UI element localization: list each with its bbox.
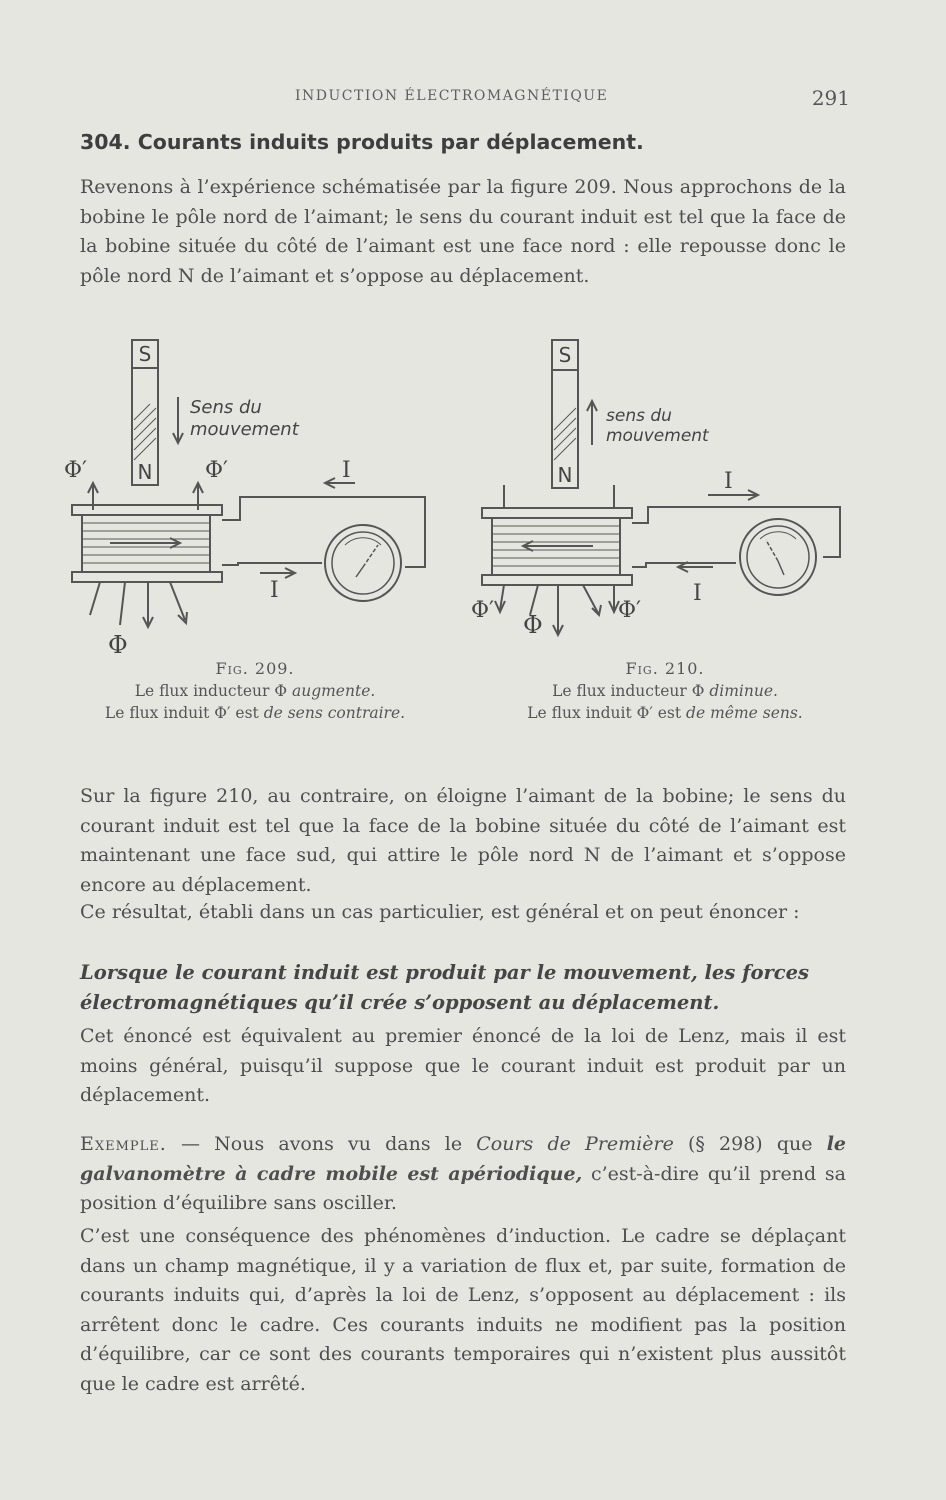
section-title: 304. Courants induits produits par déplacement. [80, 130, 644, 154]
phi-210: Φ [523, 611, 543, 639]
example-bold: le galvanomètre à cadre mobile est apériodique, [80, 1133, 846, 1185]
motion-label-1-210: sens du [606, 406, 672, 426]
caption-210 [490, 658, 840, 724]
phi-prime-right-209: Φ′ [205, 458, 229, 483]
paragraph-1: Revenons à l’expérience schématisée par la figure 209. Nous approchons de la bobine le pôle nord de l’aimant; le sens du courant induit est tel que la face de la bobine située du côté de l’aimant est une face nord : elle repousse donc le pôle nord N de l’aimant et s’oppose au déplacement. [80, 176, 846, 287]
current-bottom-209: I [270, 578, 279, 603]
paragraph-4: Cet énoncé est équivalent au premier énoncé de la loi de Lenz, mais il est moins général, puisqu’il suppose que le courant induit est produit par un déplacement. [80, 1025, 846, 1106]
running-title: INDUCTION ÉLECTROMAGNÉTIQUE [295, 88, 609, 104]
wire-bottom-209 [222, 563, 322, 565]
paragraph-6: C’est une conséquence des phénomènes d’induction. Le cadre se déplaçant dans un champ magnétique, il y a variation de flux et, par suite, formation de courants induits qui, d’après la loi de Lenz, s’opposent au déplacement : ils arrêtent donc le cadre. Ces courants induits ne modifient pas la position d’équilibre, car ce sont des courants temporaires qui n’existent plus aussitôt que le cadre est arrêté. [80, 1225, 846, 1395]
magnet-bottom-label-210: N [557, 463, 573, 487]
magnet-top-label-210: S [558, 343, 572, 367]
wire-top-209 [222, 497, 425, 567]
caption-210-line2a: Le flux induit Φ′ est [527, 704, 687, 722]
fig-label-210: Fig. 210. [625, 659, 705, 678]
phi-209: Φ [108, 631, 128, 659]
example-course: Cours de Première [476, 1133, 674, 1155]
caption-209 [80, 658, 430, 724]
magnet-top-label-209: S [138, 342, 152, 366]
example-lead: Exemple. [80, 1133, 167, 1155]
figure-210 [468, 335, 858, 665]
paragraph-3: Ce résultat, établi dans un cas particulier, est général et on peut énoncer : [80, 901, 800, 923]
page-number: 291 [811, 86, 850, 110]
phi-prime-right-210: Φ′ [618, 598, 642, 623]
motion-label-1-209: Sens du [190, 397, 262, 418]
example-text-b: (§ 298) que [673, 1133, 827, 1155]
current-top-209: I [342, 458, 351, 483]
example-text-c: c’est-à-dire qu’il prend sa position d’équilibre sans osciller. [80, 1162, 846, 1214]
magnet-hatch-209 [134, 404, 156, 460]
running-head [80, 86, 850, 110]
caption-209-line1a: Le flux inducteur Φ [134, 682, 292, 700]
current-bottom-210: I [693, 581, 702, 606]
fig-label-209: Fig. 209. [215, 659, 295, 678]
coil-bottom-flange-209 [72, 572, 222, 582]
example-text-a: — Nous avons vu dans le [166, 1133, 477, 1155]
phi-prime-left-209: Φ′ [64, 458, 88, 483]
current-top-210: I [724, 469, 733, 494]
paragraph-example [80, 1130, 846, 1219]
caption-209-line2b: de sens contraire. [263, 704, 406, 722]
magnet-bottom-label-209: N [137, 460, 153, 484]
caption-210-line2b: de même sens. [686, 704, 803, 722]
phi-prime-left-210: Φ′ [471, 598, 495, 623]
paragraph-2: Sur la figure 210, au contraire, on éloigne l’aimant de la bobine; le sens du courant induit est tel que la face de la bobine située du côté de l’aimant est maintenant une face sud, qui attire le pôle nord N de l’aimant et s’oppose encore au déplacement. [80, 785, 846, 896]
caption-209-line1b: augmente. [291, 682, 376, 700]
galvanometer-209 [325, 525, 401, 601]
lenz-rule: Lorsque le courant induit est produit par le mouvement, les forces électromagnétiques qu’il crée s’opposent au déplacement. [80, 961, 810, 1014]
motion-label-2-209: mouvement [190, 419, 299, 440]
coil-top-flange-209 [72, 505, 222, 515]
caption-209-line2a: Le flux induit Φ′ est [104, 704, 264, 722]
caption-210-line1a: Le flux inducteur Φ [552, 682, 710, 700]
motion-label-2-210: mouvement [606, 426, 709, 446]
caption-210-line1b: diminue. [709, 682, 778, 700]
figure-209 [60, 335, 450, 665]
